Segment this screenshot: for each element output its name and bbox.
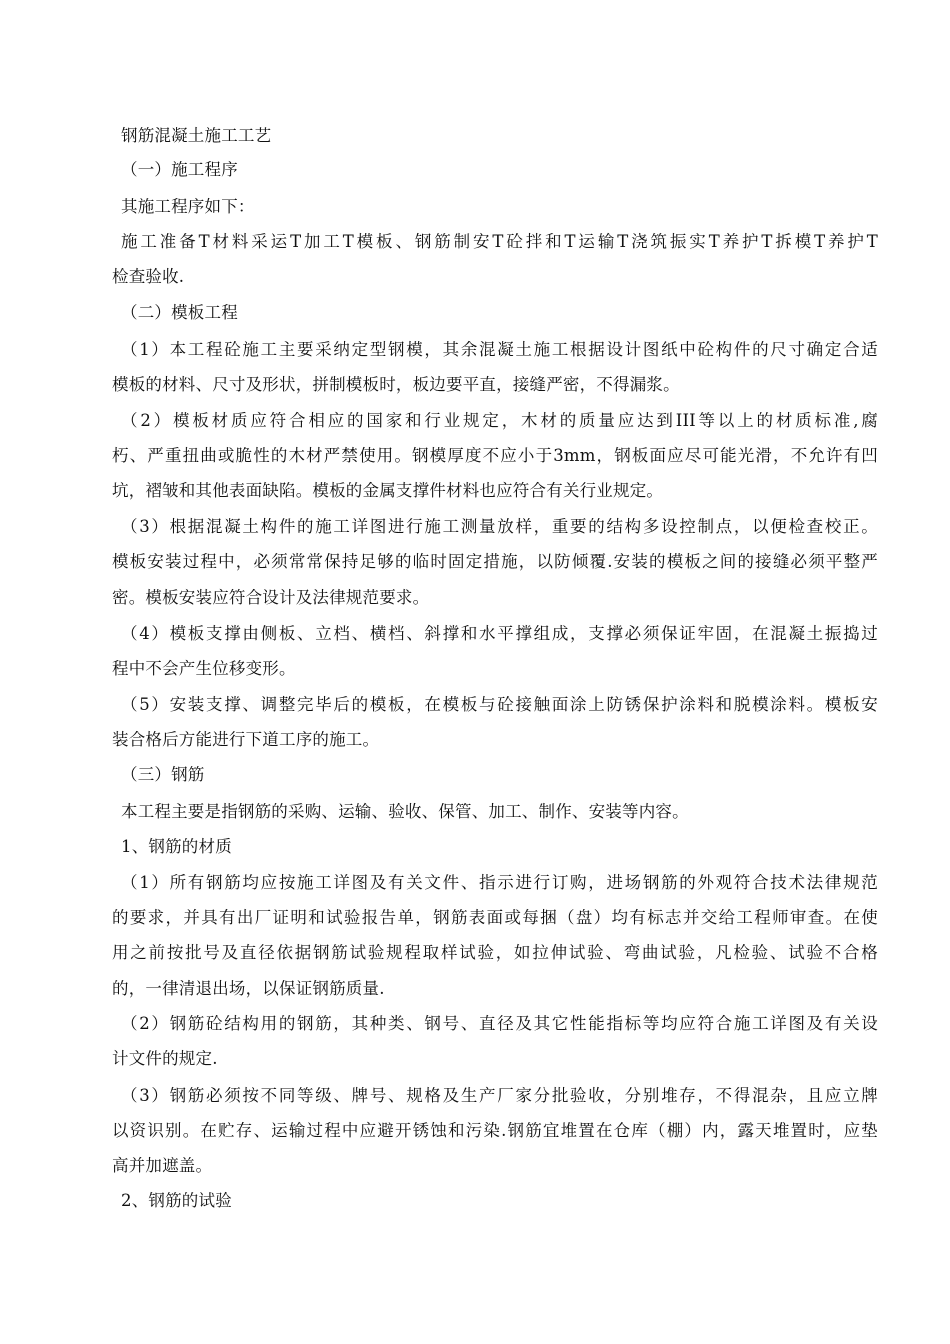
paragraph-line: 朽、严重扭曲或脆性的木材严禁使用。钢模厚度不应小于3mm，钢板面应尽可能光滑，不允许有凹 bbox=[112, 446, 878, 465]
paragraph-line: 的，一律清退出场，以保证钢筋质量. bbox=[112, 979, 385, 998]
document-title: 钢筋混凝土施工工艺 bbox=[121, 126, 272, 145]
paragraph-line: （3）钢筋必须按不同等级、牌号、规格及生产厂家分批验收，分别堆存，不得混杂，且应立牌 bbox=[121, 1086, 878, 1105]
paragraph-line: 坑，褶皱和其他表面缺陷。模板的金属支撑件材料也应符合有关行业规定。 bbox=[112, 481, 664, 500]
paragraph-line: 施工准备T材料采运T加工T模板、钢筋制安T砼拌和T运输T浇筑振实T养护T拆模T养护T bbox=[121, 232, 878, 251]
subsection-heading: 2、钢筋的试验 bbox=[121, 1191, 232, 1210]
paragraph-line: 程中不会产生位移变形。 bbox=[112, 659, 296, 678]
paragraph-line: （5）安装支撑、调整完毕后的模板，在模板与砼接触面涂上防锈保护涂料和脱模涂料。模板安 bbox=[121, 695, 878, 714]
paragraph-line: 密。模板安装应符合设计及法律规范要求。 bbox=[112, 588, 430, 607]
paragraph-line: 模板的材料、尺寸及形状，拼制模板时，板边要平直，接缝严密，不得漏浆。 bbox=[112, 375, 680, 394]
paragraph-line: 的要求，并具有出厂证明和试验报告单，钢筋表面或每捆（盘）均有标志并交给工程师审查。在使 bbox=[112, 908, 878, 927]
paragraph-line: 检查验收. bbox=[112, 267, 185, 286]
paragraph-line: （1）所有钢筋均应按施工详图及有关文件、指示进行订购，进场钢筋的外观符合技术法律规范 bbox=[121, 873, 878, 892]
paragraph-line: （3）根据混凝土构件的施工详图进行施工测量放样，重要的结构多设控制点，以便检查校正。 bbox=[121, 517, 878, 536]
paragraph-line: （4）模板支撑由侧板、立档、横档、斜撑和水平撑组成，支撑必须保证牢固，在混凝土振捣过 bbox=[121, 624, 878, 643]
paragraph-line: （2）模板材质应符合相应的国家和行业规定，木材的质量应达到III等以上的材质标准,腐 bbox=[121, 411, 878, 430]
subsection-heading: 1、钢筋的材质 bbox=[121, 837, 232, 856]
paragraph-line: 模板安装过程中，必须常常保持足够的临时固定措施，以防倾覆.安装的模板之间的接缝必须平整严 bbox=[112, 552, 878, 571]
paragraph-line: （1）本工程砼施工主要采纳定型钢模，其余混凝土施工根据设计图纸中砼构件的尺寸确定合适 bbox=[121, 340, 878, 359]
paragraph-line: （2）钢筋砼结构用的钢筋，其种类、钢号、直径及其它性能指标等均应符合施工详图及有关设 bbox=[121, 1014, 878, 1033]
paragraph-line: 高并加遮盖。 bbox=[112, 1156, 213, 1175]
section-heading: （三）钢筋 bbox=[121, 765, 205, 784]
section-heading: （二）模板工程 bbox=[121, 303, 238, 322]
paragraph-line: 装合格后方能进行下道工序的施工。 bbox=[112, 730, 380, 749]
paragraph-line: 以资识别。在贮存、运输过程中应避开锈蚀和污染.钢筋宜堆置在仓库（棚）内，露天堆置时，应垫 bbox=[112, 1121, 878, 1140]
paragraph-line: 其施工程序如下： bbox=[121, 197, 255, 216]
paragraph-line: 本工程主要是指钢筋的采购、运输、验收、保管、加工、制作、安装等内容。 bbox=[121, 802, 689, 821]
paragraph-line: 计文件的规定. bbox=[112, 1049, 218, 1068]
paragraph-line: 用之前按批号及直径依据钢筋试验规程取样试验，如拉伸试验、弯曲试验，凡检验、试验不合格 bbox=[112, 943, 878, 962]
section-heading: （一）施工程序 bbox=[121, 160, 238, 179]
